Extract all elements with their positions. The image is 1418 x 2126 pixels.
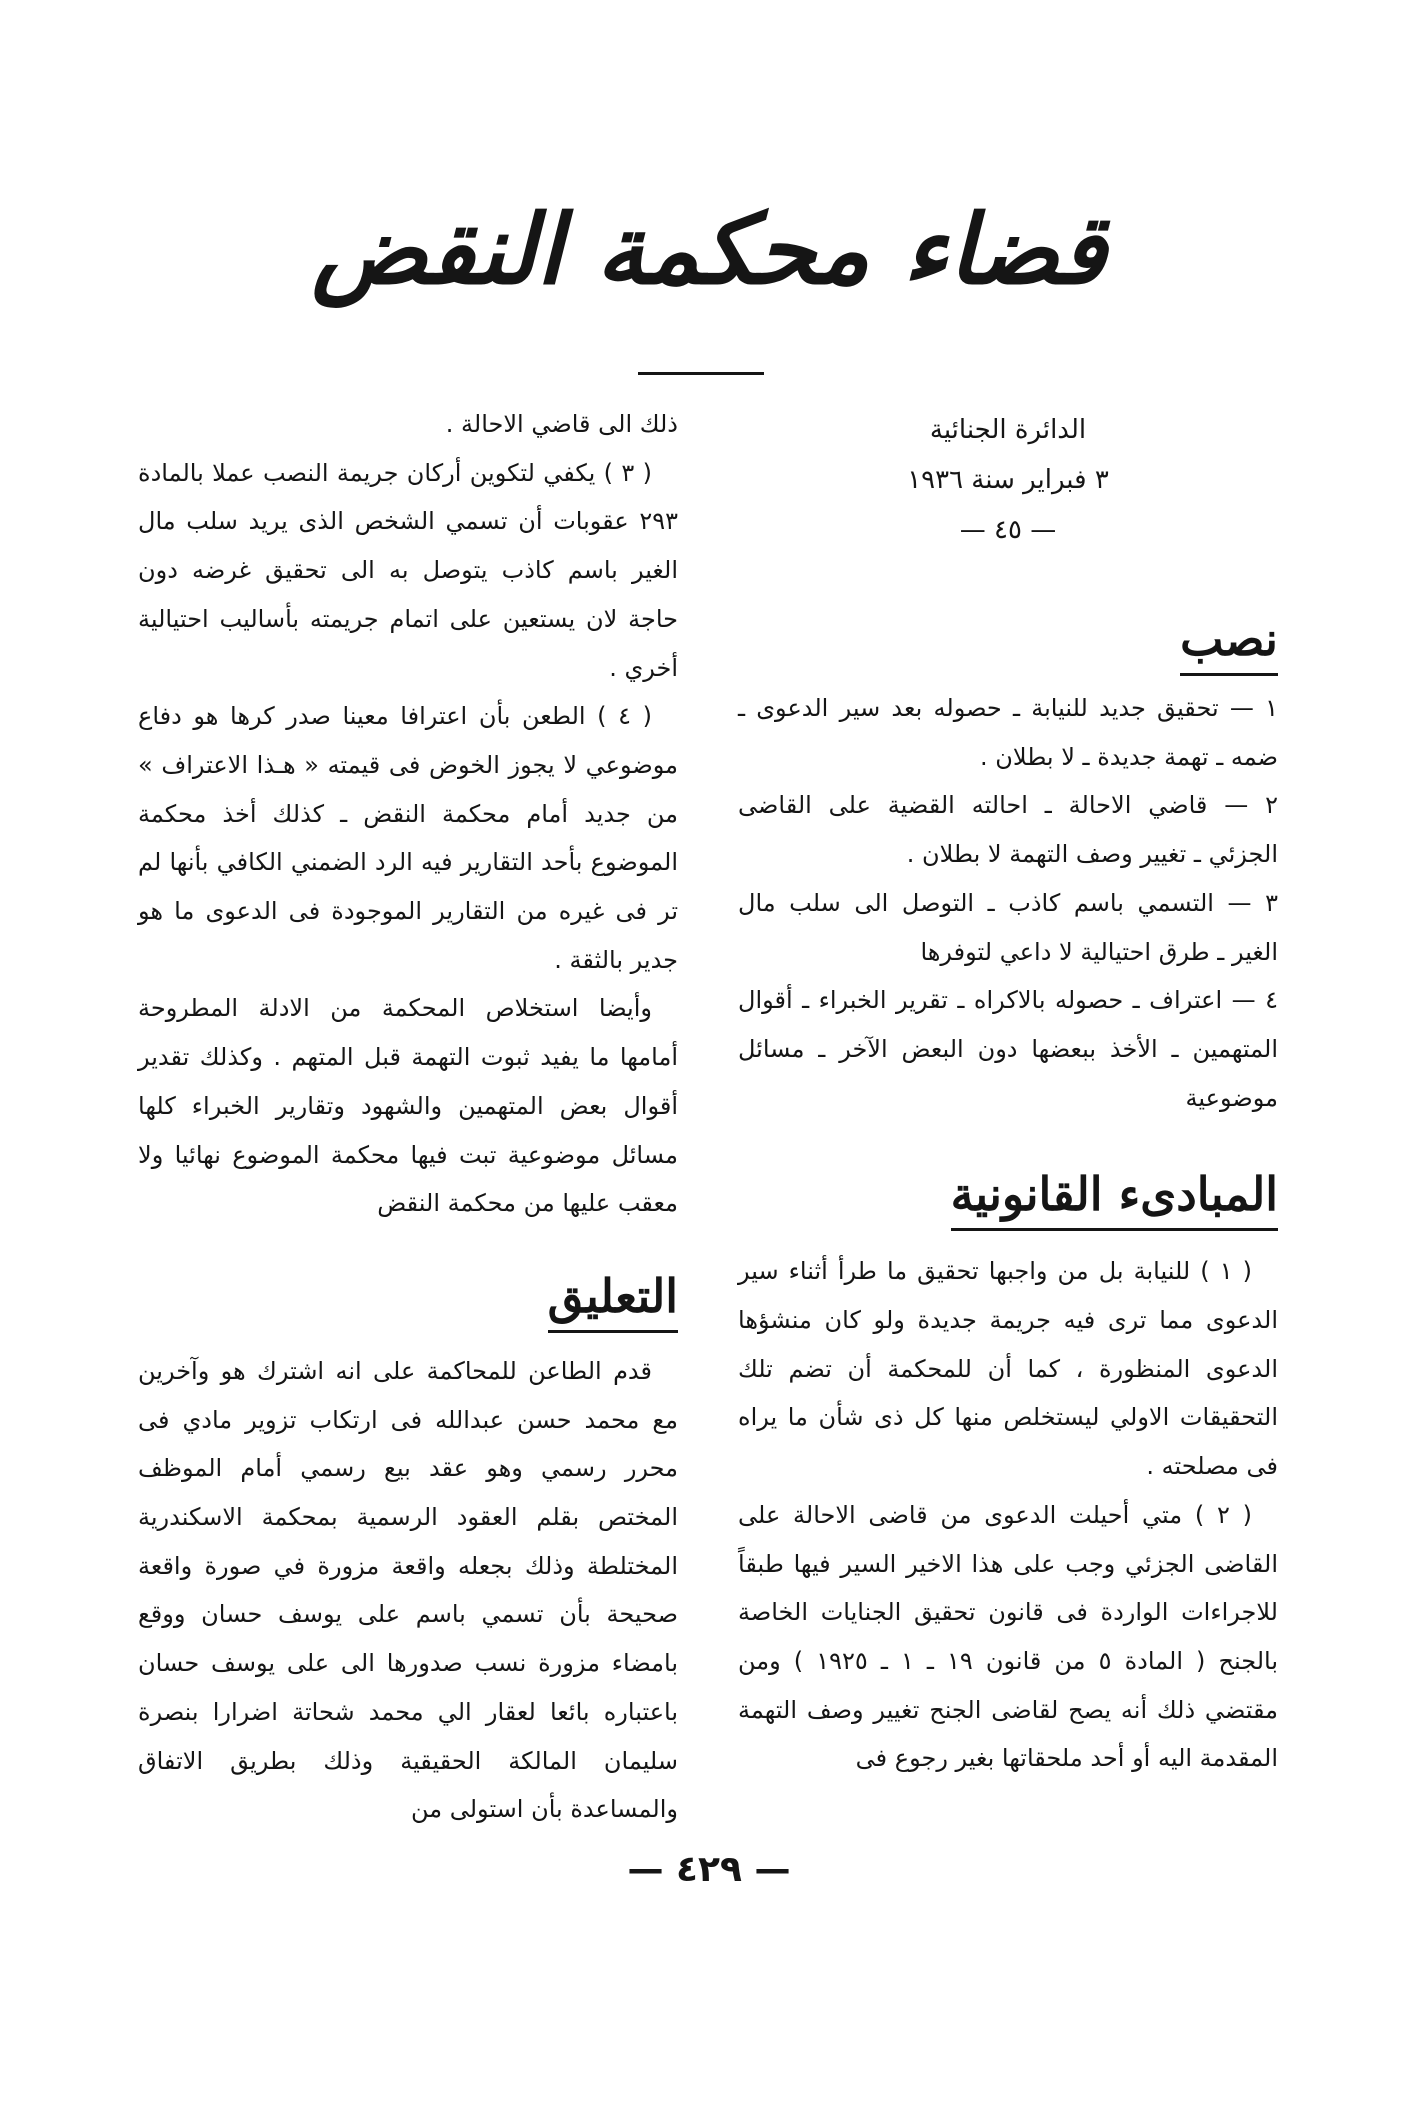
commentary-heading-wrap — [138, 1264, 678, 1333]
principle-paragraph: ( ٢ ) متي أحيلت الدعوى من قاضى الاحالة على القاضى الجزئي وجب على هذا الاخير السير فيها طبقاً للاجراءات الواردة فى قانون تحقيق الجنايات الخاصة بالجنح ( المادة ٥ من قانون ١٩ ـ ١ ـ ١٩٢٥ ) ومن مقتضي ذلك أنه يصح لقاضى الجنح تغيير وصف التهمة المقدمة اليه أو أحد ملحقاتها بغير رجوع فى — [738, 1500, 1279, 1773]
summary-item: ١ — تحقيق جديد للنيابة ـ حصوله بعد سير الدعوى ـ ضمه ـ تهمة جديدة ـ لا بطلان . — [738, 694, 1278, 771]
right-column — [738, 400, 1278, 1783]
subject-heading-wrap — [738, 607, 1278, 676]
title-divider — [638, 372, 764, 375]
principle-paragraph: ( ١ ) للنيابة بل من واجبها تحقيق ما طرأ أثناء سير الدعوى مما ترى فيه جريمة جديدة ولو كان منشؤها الدعوى المنظورة ، كما أن للمحكمة أن تضم تلك التحقيقات الاولي ليستخلص منها كل ذى شأن ما يراه فى مصلحته . — [738, 1257, 1278, 1481]
principles-heading-wrap — [738, 1162, 1278, 1231]
principle-paragraph: وأيضا استخلاص المحكمة من الادلة المطروحة أمامها ما يفيد ثبوت التهمة قبل المتهم . وكذلك تقدير أقوال بعض المتهمين والشهود وتقارير الخبراء كلها مسائل موضوعية تبت فيها محكمة الموضوع نهائيا ولا معقب عليها من محكمة النقض — [138, 994, 678, 1218]
commentary-heading: التعليق — [548, 1264, 678, 1333]
case-number: — ٤٥ — — [959, 515, 1057, 545]
left-column — [138, 400, 678, 1834]
summary-item: ٣ — التسمي باسم كاذب ـ التوصل الى سلب مال الغير ـ طرق احتيالية لا داعي لتوفرها — [738, 888, 1278, 966]
principle-paragraph: ( ٣ ) يكفي لتكوين أركان جريمة النصب عملا بالمادة ٢٩٣ عقوبات أن تسمي الشخص الذى يريد سلب مال الغير باسم كاذب يتوصل به الى تحقيق غرضه دون حاجة لان يستعين على اتمام جريمته بأساليب احتيالية أخري . — [138, 458, 678, 682]
summary-item: ٢ — قاضي الاحالة ـ احالته القضية على القاضى الجزئي ـ تغيير وصف التهمة لا بطلان . — [738, 791, 1278, 869]
subject-heading: نصب — [1180, 607, 1278, 676]
decision-date: ٣ فبراير سنة ١٩٣٦ — [907, 465, 1109, 495]
circuit-label: الدائرة الجنائية — [929, 415, 1087, 445]
page-number: — ٤٢٩ — — [627, 1849, 791, 1890]
summary-list — [738, 684, 1278, 1122]
summary-item: ٤ — اعتراف ـ حصوله بالاكراه ـ تقرير الخبراء ـ أقوال المتهمين ـ الأخذ ببعضها دون البعض الآخر ـ مسائل موضوعية — [738, 986, 1278, 1112]
principles-heading: المبادىء القانونية — [951, 1162, 1278, 1231]
page-title: قضاء محكمة النقض — [311, 193, 1107, 306]
principle-paragraph: ( ٤ ) الطعن بأن اعترافا معينا صدر كرها هو دفاع موضوعي لا يجوز الخوض فى قيمته « هـذا الاعتراف » من جديد أمام محكمة النقض ـ كذلك أخذ محكمة الموضوع بأحد التقارير فيه الرد الضمني الكافي بأنها لم تر فى غيره من التقارير الموجودة فى الدعوى ما هو جدير بالثقة . — [138, 702, 678, 974]
commentary-paragraph: قدم الطاعن للمحاكمة على انه اشترك هو وآخرين مع محمد حسن عبدالله فى ارتكاب تزوير مادي فى محرر رسمي وهو عقد بيع رسمي أمام الموظف المختص بقلم العقود الرسمية بمحكمة الاسكندرية المختلطة وذلك بجعله واقعة مزورة في صورة واقعة صحيحة بأن تسمي باسم على يوسف حسان ووقع بامضاء مزورة نسب صدورها الى على يوسف حسان باعتباره بائعا لعقار الي محمد شحاتة اضرارا بنصرة سليمان المالكة الحقيقية وذلك بطريق الاتفاق والمساعدة بأن استولى من — [138, 1356, 678, 1824]
principle-continuation: ذلك الى قاضي الاحالة . — [445, 410, 678, 438]
